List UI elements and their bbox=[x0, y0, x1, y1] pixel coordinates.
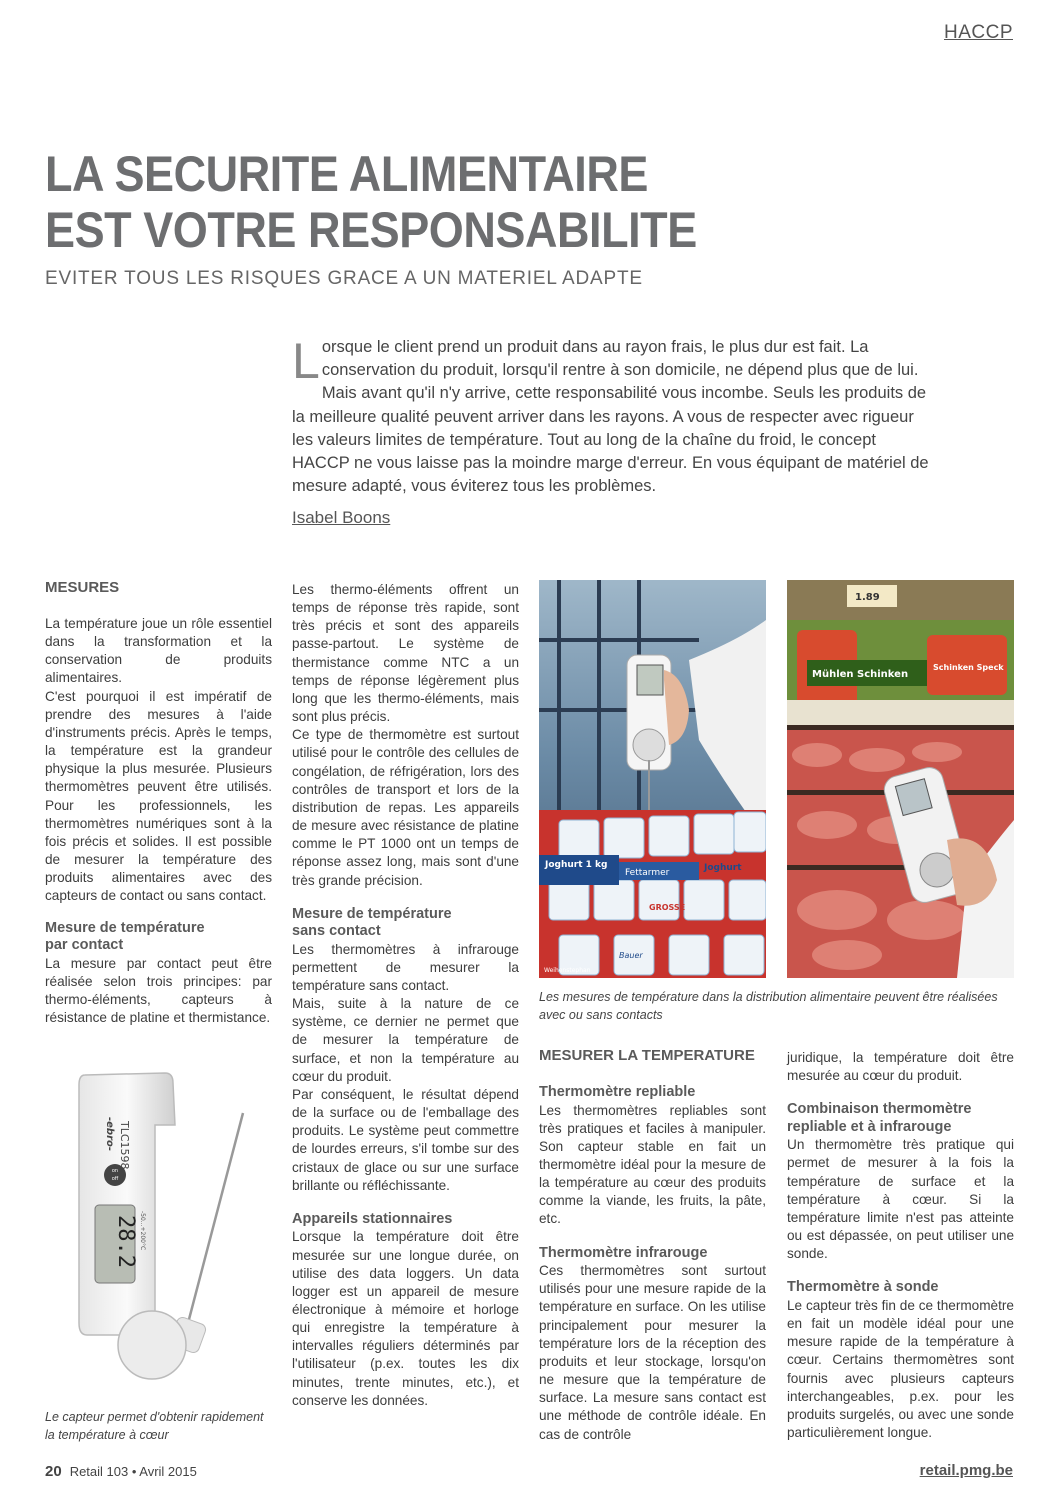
photo-contact-measurement bbox=[539, 580, 766, 978]
photo-contactless-measurement bbox=[787, 580, 1014, 978]
heading-thermometre-sonde: Thermomètre à sonde bbox=[787, 1279, 939, 1296]
model-label: TLC1598 bbox=[118, 1121, 131, 1170]
intro-text: orsque le client prend un produit dans au rayon frais, le plus dur est fait. La conservation du produit, lorsqu'il rentre à son domicile, ne dépend plus que de lui. Mais avant qu'il n'y arrive, cette responsabilité vous incombe. Seuls les produits de la meilleure qualité peuvent arriver dans les rayons. A vous de respecter avec rigueur les valeurs limites de température. Tout au long de la chaîne du froid, le concept HACCP ne vous laisse pas la moindre marge d'erreur. En vous équipant de matériel de mesure adapté, vous éviterez tous les problèmes. bbox=[292, 338, 929, 496]
title-line-1: LA SECURITE ALIMENTAIRE bbox=[45, 146, 648, 202]
photo-label-3: GROSSE bbox=[649, 903, 686, 912]
col3-paragraph-2: Ces thermomètres sont surtout utilisés pour une mesure rapide de la température en surface. On les utilise principalement pour mesurer la température lors de la réception des produits et leur stockage, lorsqu'on ne mesure que la température de surface. La mesure sans contact est une méthode de contrôle idéale. En cas de contrôle bbox=[539, 1263, 766, 1442]
col2-paragraph-3: Les thermomètres à infrarouge permettent de mesurer la température sans contact. bbox=[292, 941, 519, 993]
col2-paragraph-2: Ce type de thermomètre est surtout utilisé pour le contrôle des cellules de congélation, de réfrigération, lors des contrôles de transport et lors de la distribution de repas. Les appareils de mesure avec résistance de platine comme le PT 1000 ont un temps de réponse assez long, mais sont d'une très grande précision. bbox=[292, 727, 519, 888]
col4-paragraph-1: Un thermomètre très pratique qui permet de mesurer à la fois la température de surface et la température à cœur. Si la température limite n'est pas atteinte ou est dépassée, on peut utiliser une sonde. bbox=[787, 1137, 1014, 1262]
brand-label: -ebro- bbox=[104, 1117, 115, 1152]
section-tag: HACCP bbox=[943, 22, 1013, 43]
col2-paragraph-6: Lorsque la température doit être mesurée sur une longue durée, on utilise des data loggers. Un data logger est un appareil de mesure électronique à mémoire et horloge qui enregistre la température à intervalles réguliers déterminés par l'utilisateur (p.ex. toutes les dix minutes, trente minutes, etc.), et conserve les données. bbox=[292, 1229, 519, 1408]
heading-thermometre-repliable: Thermomètre repliable bbox=[539, 1084, 696, 1100]
heading-appareils-stationnaires: Appareils stationnaires bbox=[292, 1210, 453, 1227]
col2-paragraph-1: Les thermo-éléments offrent un temps de réponse très rapide, sont très précis et sont des appareils passe-partout. Le système de thermistance comme NTC a un temps de réponse légèrement plus long que les thermo-éléments, mais sont plus précis. bbox=[292, 582, 519, 725]
heading-mesures: MESURES bbox=[45, 579, 120, 596]
title-line-2: EST VOTRE RESPONSABILITE bbox=[45, 202, 697, 258]
col3-paragraph-1: Les thermomètres repliables sont très pratiques et faciles à manipuler. Son capteur stable en fait un thermomètre idéal pour la mesure de la température au cœur des produits comme la viande, les fruits, la pâte, etc. bbox=[539, 1102, 766, 1227]
col1-paragraph-2: C'est pourquoi il est impératif de prendre des mesures à l'aide d'instruments précis. Après le temps, la température est la grandeur physique la plus mesurée. Plusieurs thermomètres peuvent être utilisés. Pour les professionnels, les thermomètres numériques sont à la fois précis et solides. Il est possible de mesurer la température des produits alimentaires avec des capteurs de contact ou sans contact. bbox=[45, 688, 272, 904]
thermometer-caption: Le capteur permet d'obtenir rapidement la température à cœur bbox=[45, 1410, 264, 1442]
article-subtitle: EVITER TOUS LES RISQUES GRACE A UN MATERIEL ADAPTE bbox=[45, 268, 643, 289]
heading-sans-contact: Mesure de température sans contact bbox=[292, 905, 452, 940]
intro-paragraph bbox=[292, 333, 932, 498]
heading-combinaison: Combinaison thermomètre repliable et à infrarouge bbox=[787, 1101, 972, 1135]
power-button-label: on bbox=[111, 1168, 119, 1174]
drop-cap: L bbox=[292, 333, 320, 389]
price-label: 1.89 bbox=[855, 592, 880, 603]
col1-paragraph-1: La température joue un rôle essentiel dans la transformation et la conservation de produits alimentaires. bbox=[45, 616, 272, 686]
column-3 bbox=[539, 1047, 766, 1444]
col2-paragraph-5: Par conséquent, le résultat dépend de la surface ou de l'emballage des produits. Le système peut commettre de lourdes erreurs, s'il tombe sur des cristaux de glace ou sur une surface brillante ou réfléchissante. bbox=[292, 1086, 519, 1193]
range-label: -50...+200°C bbox=[139, 1211, 146, 1251]
col2-paragraph-4: Mais, suite à la nature de ce système, ce dernier ne permet que de mesurer la température de surface, et non la température au cœur du produit. bbox=[292, 996, 519, 1084]
folding-thermometer-image bbox=[45, 1065, 272, 1405]
col4-paragraph-0: juridique, la température doit être mesurée au cœur du produit. bbox=[787, 1050, 1014, 1084]
photo-label-0: Joghurt 1 kg bbox=[545, 860, 608, 870]
photo-label-1: Fettarmer bbox=[625, 868, 670, 878]
footer-left bbox=[45, 1463, 197, 1480]
issue-info: Retail 103 • Avril 2015 bbox=[69, 1464, 197, 1479]
photos-caption: Les mesures de température dans la distribution alimentaire peuvent être réalisées avec ou sans contacts bbox=[539, 990, 998, 1022]
col1-paragraph-3: La mesure par contact peut être réalisée selon trois principes: par thermo-éléments, capteurs à résistance de platine et thermistance. bbox=[45, 955, 272, 1025]
photo-label-2: Joghurt bbox=[704, 863, 742, 873]
photo-label-4: Bauer bbox=[619, 951, 643, 960]
heading-mesure-contact: Mesure de température par contact bbox=[45, 919, 205, 953]
display-reading: 28.2 bbox=[113, 1215, 138, 1268]
column-2 bbox=[292, 581, 519, 1410]
article-title bbox=[45, 146, 855, 258]
heading-mesurer-temperature: MESURER LA TEMPERATURE bbox=[539, 1047, 755, 1064]
column-1 bbox=[45, 579, 272, 1027]
svg-text:off: off bbox=[111, 1176, 119, 1182]
website-link[interactable]: retail.pmg.be bbox=[919, 1462, 1013, 1479]
author-byline: Isabel Boons bbox=[292, 508, 391, 527]
col4-paragraph-2: Le capteur très fin de ce thermomètre en fait un modèle idéal pour une mesure rapide de la température à cœur. Certains thermomètres sont fournis avec plusieurs capteurs interchangeables, p.ex. pour les produits surgelés, ou avec une sonde particulièrement longue. bbox=[787, 1297, 1014, 1440]
package-label-1: Mühlen Schinken bbox=[812, 669, 909, 680]
photo-label-5: Weihenstephan bbox=[544, 967, 591, 974]
column-4 bbox=[787, 1049, 1014, 1442]
package-label-2: Schinken Speck bbox=[933, 663, 1004, 672]
heading-thermometre-infrarouge: Thermomètre infrarouge bbox=[539, 1244, 708, 1261]
page-number: 20 bbox=[45, 1463, 62, 1480]
